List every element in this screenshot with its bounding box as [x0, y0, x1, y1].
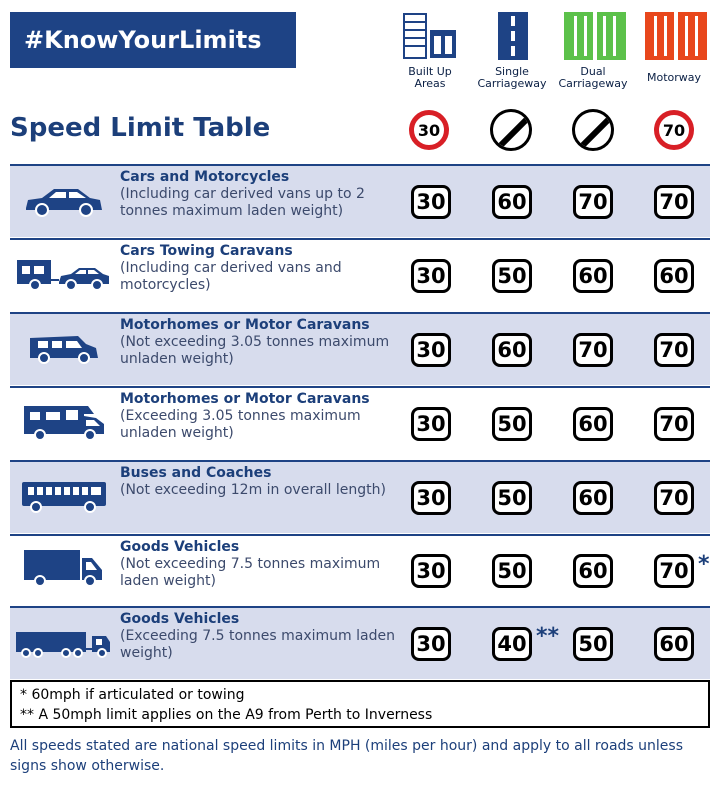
- speed-single: 50: [492, 554, 532, 588]
- column-header-dual: Dual Carriageway: [558, 65, 628, 90]
- built-up-areas-icon: [403, 12, 458, 60]
- articulated-lorry-icon: [14, 628, 112, 662]
- column-header-single: Single Carriageway: [477, 65, 547, 90]
- speed-single: 60: [492, 333, 532, 367]
- row-subtitle: (Not exceeding 3.05 tonnes maximum unladen weight): [120, 334, 390, 367]
- speed-dual: 70: [573, 185, 613, 219]
- speed-dual: 60: [573, 554, 613, 588]
- speed-motorway: 60: [654, 259, 694, 293]
- row-subtitle: (Including car derived vans and motorcycles): [120, 260, 342, 293]
- speed-single: 50: [492, 259, 532, 293]
- footnotes-box: [10, 680, 710, 728]
- speed-single: 50: [492, 481, 532, 515]
- van-icon: [28, 332, 100, 366]
- speed-motorway: 70: [654, 333, 694, 367]
- speed-single: 50: [492, 407, 532, 441]
- row-title: Goods Vehicles: [120, 539, 240, 555]
- row-title: Buses and Coaches: [120, 465, 272, 481]
- speed-motorway: 70: [654, 407, 694, 441]
- table-row: [10, 462, 710, 533]
- single-carriageway-icon: [498, 12, 528, 60]
- speed-built-up: 30: [411, 554, 451, 588]
- speed-dual: 60: [573, 407, 613, 441]
- table-row: [10, 536, 710, 605]
- speed-single: 40: [492, 627, 532, 661]
- table-row: [10, 240, 710, 311]
- banner-text: #KnowYourLimits: [24, 26, 262, 54]
- speed-limit-70-sign: 70: [654, 110, 694, 150]
- row-title: Goods Vehicles: [120, 611, 240, 627]
- speed-motorway: 70: [654, 481, 694, 515]
- table-row: [10, 388, 710, 459]
- speed-built-up: 30: [411, 407, 451, 441]
- footnote-articulated: * 60mph if articulated or towing: [20, 687, 245, 703]
- speed-dual: 70: [573, 333, 613, 367]
- know-your-limits-banner: [10, 12, 296, 68]
- truck-icon: [22, 548, 104, 588]
- bus-icon: [20, 478, 108, 514]
- row-subtitle: (Not exceeding 7.5 tonnes maximum laden weight): [120, 556, 381, 589]
- speed-single: 60: [492, 185, 532, 219]
- motorhome-icon: [22, 402, 106, 442]
- speed-built-up: 30: [411, 481, 451, 515]
- footnote-a9: ** A 50mph limit applies on the A9 from Perth to Inverness: [20, 707, 433, 723]
- car-icon: [22, 186, 104, 218]
- page-title: Speed Limit Table: [10, 113, 271, 143]
- table-row: [10, 166, 710, 237]
- speed-built-up: 30: [411, 259, 451, 293]
- motorway-icon: [645, 12, 707, 60]
- speed-dual: 50: [573, 627, 613, 661]
- speed-built-up: 30: [411, 333, 451, 367]
- speed-limit-30-sign: 30: [409, 110, 449, 150]
- speed-built-up: 30: [411, 627, 451, 661]
- row-title: Motorhomes or Motor Caravans: [120, 317, 370, 333]
- table-row: [10, 608, 710, 679]
- table-row: [10, 314, 710, 385]
- column-header-motorway: Motorway: [646, 71, 702, 84]
- single-footnote-marker: **: [536, 624, 560, 649]
- car-caravan-icon: [17, 258, 111, 292]
- national-speed-limit-sign-icon: [490, 109, 532, 151]
- speed-dual: 60: [573, 481, 613, 515]
- speed-built-up: 30: [411, 185, 451, 219]
- row-subtitle: (Not exceeding 12m in overall length): [120, 482, 386, 498]
- column-header-built-up: Built Up Areas: [408, 65, 452, 90]
- row-title: Cars Towing Caravans: [120, 243, 293, 259]
- row-title: Motorhomes or Motor Caravans: [120, 391, 370, 407]
- row-title: Cars and Motorcycles: [120, 169, 290, 185]
- speed-dual: 60: [573, 259, 613, 293]
- speed-motorway: 70: [654, 185, 694, 219]
- row-subtitle: (Exceeding 3.05 tonnes maximum unladen weight): [120, 408, 361, 441]
- row-subtitle: (Exceeding 7.5 tonnes maximum laden weight): [120, 628, 395, 661]
- national-speed-limit-sign-icon: [572, 109, 614, 151]
- row-subtitle: (Including car derived vans up to 2 tonnes maximum laden weight): [120, 186, 365, 219]
- dual-carriageway-icon: [564, 12, 626, 60]
- speed-motorway: 70: [654, 554, 694, 588]
- speed-motorway: 60: [654, 627, 694, 661]
- motorway-footnote-marker: *: [698, 552, 710, 577]
- footer-disclaimer: All speeds stated are national speed limits in MPH (miles per hour) and apply to all roads unless signs show otherwise.: [10, 738, 683, 774]
